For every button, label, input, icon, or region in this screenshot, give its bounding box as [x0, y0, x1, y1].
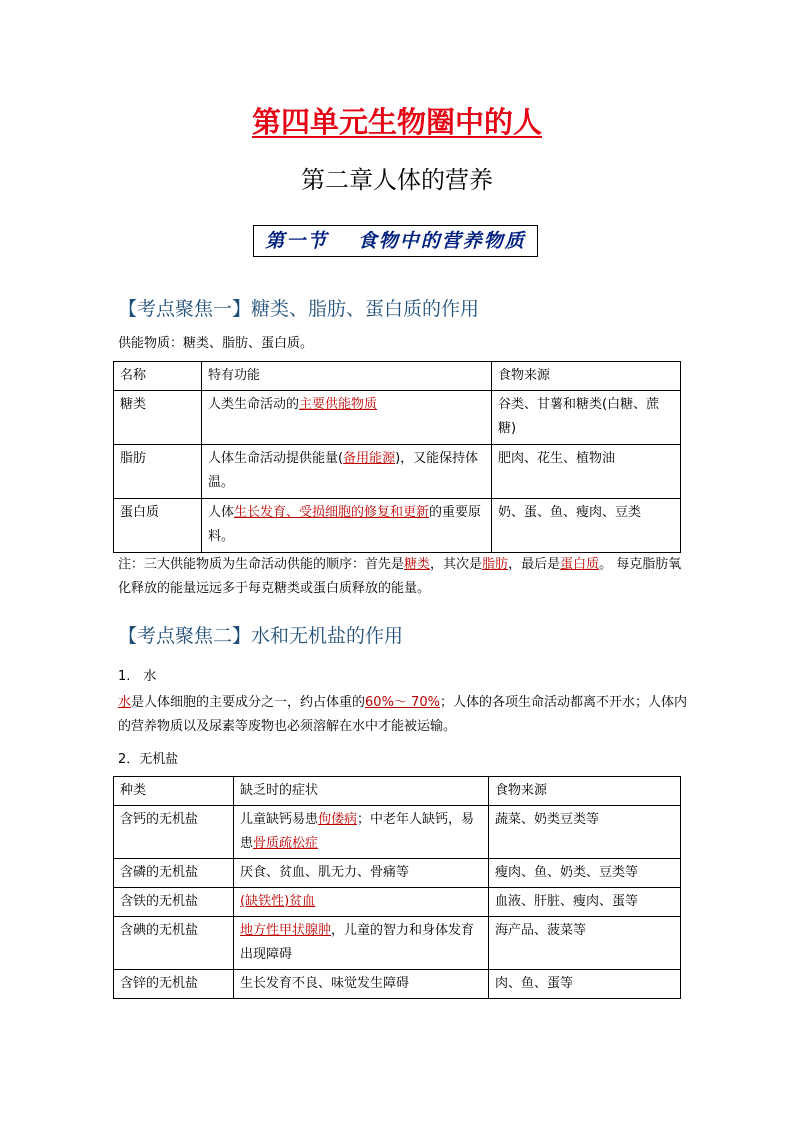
row-symptom: 厌食、贫血、肌无力、骨痛等 [234, 859, 489, 888]
function-text: 的重要原料。 [208, 505, 482, 544]
header-cell: 食物来源 [492, 362, 681, 391]
table-header-row [114, 777, 681, 806]
row-source: 肉、鱼、蛋等 [489, 970, 681, 999]
kp1-heading: 【考点聚焦一】糖类、脂肪、蛋白质的作用 [118, 298, 480, 320]
row-kind: 含锌的无机盐 [114, 970, 234, 999]
chapter-title: 第二章人体的营养 [301, 166, 493, 194]
table-header-row [114, 362, 681, 391]
symptom-keyword: 骨质疏松症 [253, 836, 319, 851]
row-source: 海产品、菠菜等 [489, 917, 681, 970]
function-text: 人体 [208, 505, 235, 520]
table-row [114, 917, 681, 970]
kp1-intro: 供能物质：糖类、脂肪、蛋白质。 [118, 336, 314, 351]
function-keyword: 备用能源 [343, 451, 396, 466]
row-symptom: 生长发育不良、味觉发生障碍 [234, 970, 489, 999]
function-text: 人类生命活动的 [208, 397, 300, 412]
water-label: 1. 水 [118, 669, 157, 684]
table-row [114, 806, 681, 859]
row-source: 血液、肝脏、瘦肉、蛋等 [489, 888, 681, 917]
symptom-keyword: 地方性甲状腺肿 [240, 923, 332, 938]
note-text: ，其次是 [430, 557, 483, 572]
row-symptom [234, 917, 489, 970]
row-function [202, 445, 492, 499]
row-name: 蛋白质 [114, 499, 202, 553]
table-row [114, 970, 681, 999]
row-function [202, 499, 492, 553]
minerals-label: 2．无机盐 [118, 752, 179, 767]
row-source: 肥肉、花生、植物油 [492, 445, 681, 499]
water-paragraph [118, 691, 688, 739]
symptom-text: ；中老年人缺钙，易患 [240, 812, 475, 851]
symptom-text: 儿童缺钙易患 [240, 812, 319, 827]
kp2-heading: 【考点聚焦二】水和无机盐的作用 [118, 625, 404, 647]
minerals-table [113, 776, 681, 999]
row-source: 奶、蛋、鱼、瘦肉、豆类 [492, 499, 681, 553]
table-row [114, 391, 681, 445]
header-cell: 名称 [114, 362, 202, 391]
header-cell: 特有功能 [202, 362, 492, 391]
function-text: 人体生命活动提供能量( [208, 451, 344, 466]
water-keyword: 60%～ 70% [365, 695, 440, 710]
function-text: )，又能保持体温。 [208, 451, 479, 490]
note-text: 。 每克脂肪氧化释放的能量远远多于每克糖类或蛋白质释放的能量。 [118, 557, 682, 596]
note-text: ，最后是 [508, 557, 561, 572]
table-row [114, 888, 681, 917]
kp1-note [118, 553, 688, 601]
symptom-keyword: (缺铁性)贫血 [240, 894, 316, 909]
header-cell: 缺乏时的症状 [234, 777, 489, 806]
row-source: 蔬菜、奶类豆类等 [489, 806, 681, 859]
note-text: 注：三大供能物质为生命活动供能的顺序：首先是 [118, 557, 405, 572]
symptom-text: ，儿童的智力和身体发育出现障碍 [240, 923, 475, 962]
row-kind: 含铁的无机盐 [114, 888, 234, 917]
note-keyword: 蛋白质 [560, 557, 600, 572]
section-title: 第一节 食物中的营养物质 [253, 225, 538, 257]
header-cell: 食物来源 [489, 777, 681, 806]
water-keyword: 水 [118, 695, 132, 710]
unit-title: 第四单元生物圈中的人 [251, 105, 542, 139]
note-keyword: 糖类 [404, 557, 431, 572]
symptom-keyword: 佝偻病 [318, 812, 358, 827]
row-name: 脂肪 [114, 445, 202, 499]
table-row [114, 445, 681, 499]
nutrient-table [113, 361, 681, 553]
table-row [114, 859, 681, 888]
header-cell: 种类 [114, 777, 234, 806]
function-keyword: 主要供能物质 [299, 397, 378, 412]
function-keyword: 生长发育、受损细胞的修复和更新 [234, 505, 430, 520]
note-keyword: 脂肪 [482, 557, 509, 572]
row-kind: 含钙的无机盐 [114, 806, 234, 859]
water-text: 是人体细胞的主要成分之一，约占体重的 [131, 695, 366, 710]
row-symptom [234, 806, 489, 859]
row-source: 瘦肉、鱼、奶类、豆类等 [489, 859, 681, 888]
row-kind: 含碘的无机盐 [114, 917, 234, 970]
row-source: 谷类、甘薯和糖类(白糖、蔗糖) [492, 391, 681, 445]
row-function [202, 391, 492, 445]
row-kind: 含磷的无机盐 [114, 859, 234, 888]
row-symptom [234, 888, 489, 917]
water-text: ；人体的各项生命活动都离不开水；人体内的营养物质以及尿素等废物也必须溶解在水中才能被运输。 [118, 695, 687, 734]
table-row [114, 499, 681, 553]
row-name: 糖类 [114, 391, 202, 445]
